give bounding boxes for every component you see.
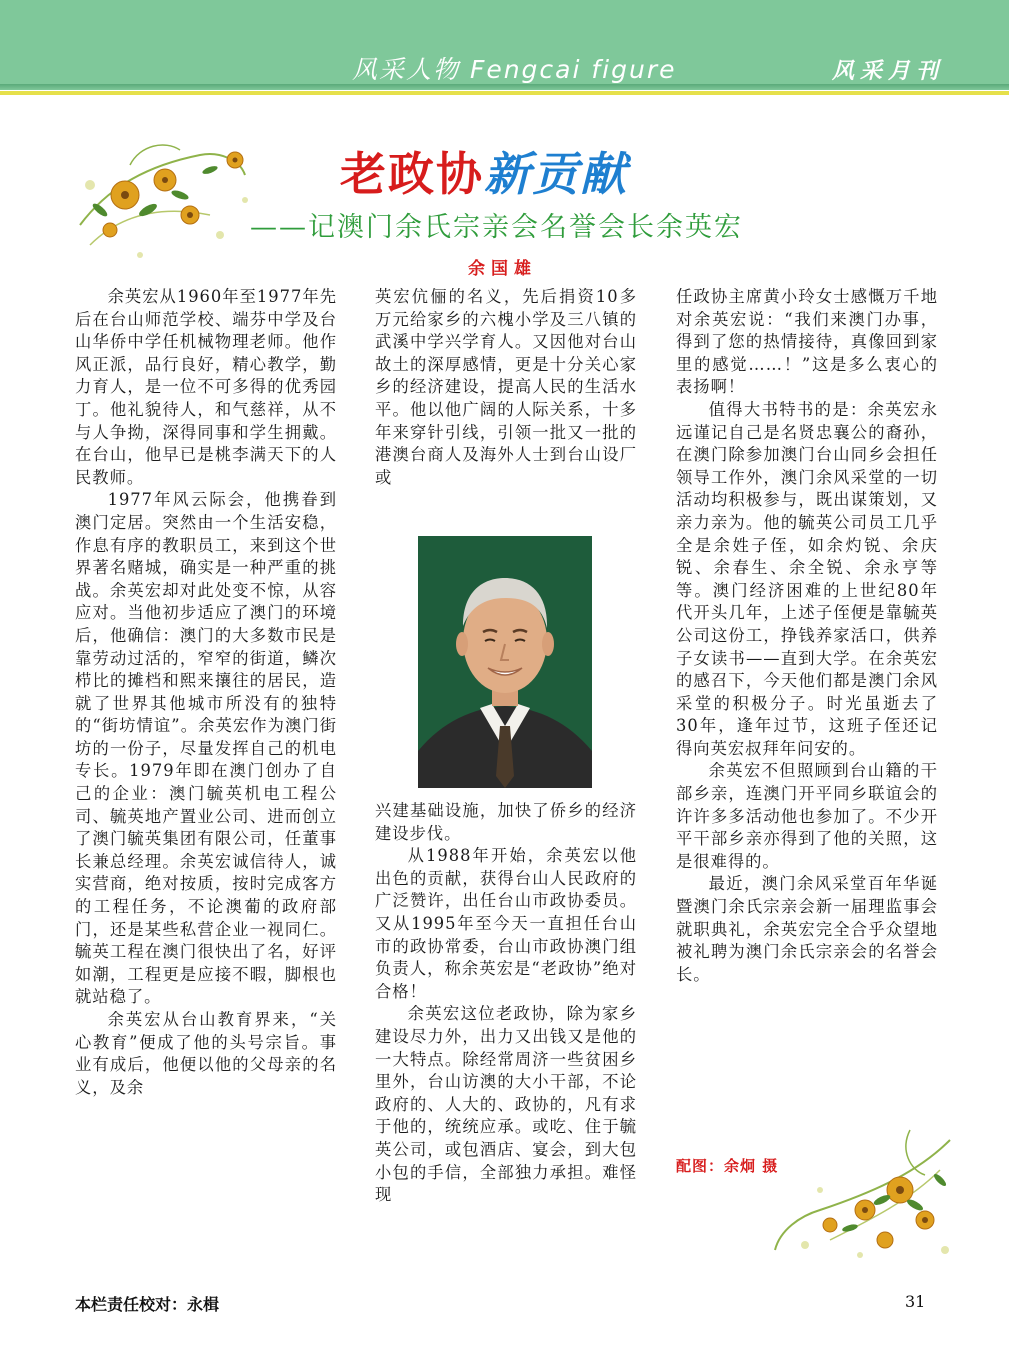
photo-caption: 配图：余炯 摄 [676, 1157, 779, 1175]
page-number: 31 [905, 1292, 926, 1311]
paragraph: 英宏伉俪的名义，先后捐资10多万元给家乡的六槐小学及三八镇的武溪中学兴学育人。又因他对台山故土的深厚感情，更是十分关心家乡的经济建设，提高人民的生活水平。他以他广阔的人际关系，十多年来穿针引线，引领一批又一批的港澳台商人及海外人士到台山设厂或 [375, 287, 637, 487]
paragraph: 从1988年开始，余英宏以他出色的贡献，获得台山人民政府的广泛赞许，出任台山市政协委员。又从1995年至今天一直担任台山市的政协常委，台山市政协澳门组负责人，称余英宏是“老政协”绝对合格！ [375, 846, 637, 1001]
magazine-name: 风采月刊 [832, 59, 945, 84]
text-column-2-top [375, 286, 637, 489]
article-author: 余国雄 [468, 259, 537, 279]
paragraph: 余英宏从1960年至1977年先后在台山师范学校、端芬中学及台山华侨中学任机械物理老师。他作风正派，品行良好，精心教学，勤力育人，是一位不可多得的优秀园丁。他礼貌待人，和气慈祥，从不与人争拗，深得同事和学生拥戴。在台山，他早已是桃李满天下的人民教师。 [75, 287, 337, 487]
article-subtitle: ——记澳门余氏宗亲会名誉会长余英宏 [250, 212, 743, 243]
paragraph: 余英宏从台山教育界来，“关心教育”便成了他的头号宗旨。事业有成后，他便以他的父母亲的名义，及余 [75, 1010, 337, 1097]
paragraph: 1977年风云际会，他携眷到澳门定居。突然由一个生活安稳，作息有序的教职员工，来到这个世界著名赌城，确实是一种严重的挑战。余英宏却对此处变不惊，从容应对。当他初步适应了澳门的环境后，他确信：澳门的大多数市民是靠劳动过活的，窄窄的街道，鳞次栉比的摊档和熙来攘往的居民，造就了世界其他城市所没有的独特的“街坊情谊”。余英宏作为澳门街坊的一份子，尽量发挥自己的机电专长。1979年即在澳门创办了自己的企业：澳门毓英机电工程公司、毓英地产置业公司、进而创立了澳门毓英集团有限公司，任董事长兼总经理。余英宏诚信待人，诚实营商，绝对按质，按时完成客方的工程任务，不论澳葡的政府部门，还是某些私营企业一视同仁。毓英工程在澳门很快出了名，好评如潮，工程更是应接不暇，脚根也就站稳了。 [75, 490, 337, 1007]
portrait-illustration [418, 536, 592, 788]
floral-decoration-bottom-right [760, 1110, 960, 1270]
footer-proofreader: 本栏责任校对：永楫 [75, 1295, 220, 1314]
paragraph: 最近，澳门余风采堂百年华诞暨澳门余氏宗亲会新一届理监事会就职典礼，余英宏完全合乎众望地被礼聘为澳门余氏宗亲会的名誉会长。 [676, 874, 938, 984]
section-label: 风采人物 Fengcai figure [352, 55, 677, 84]
header-accent-line [0, 91, 1009, 95]
portrait-photo [418, 536, 592, 788]
floral-decoration-top-left [70, 125, 260, 275]
title-part-old-cppcc: 老政协 [340, 147, 484, 201]
text-column-2-bottom [375, 800, 637, 1207]
paragraph: 兴建基础设施，加快了侨乡的经济建设步伐。 [375, 801, 637, 843]
text-column-1 [75, 286, 337, 1099]
text-column-3 [676, 286, 938, 986]
paragraph: 余英宏不但照顾到台山籍的干部乡亲，连澳门开平同乡联谊会的许许多多活动他也参加了。不少开平干部乡亲亦得到了他的关照，这是很难得的。 [676, 761, 938, 871]
paragraph: 任政协主席黄小玲女士感慨万千地对余英宏说：“我们来澳门办事，得到了您的热情接待，真像回到家里的感觉……！”这是多么衷心的表扬啊！ [676, 287, 938, 397]
title-part-new-contribution: 新贡献 [484, 147, 628, 201]
paragraph: 值得大书特书的是：余英宏永远谨记自己是名贤忠襄公的裔孙，在澳门除参加澳门台山同乡会担任领导工作外，澳门余风采堂的一切活动均积极参与，既出谋策划，又亲力亲为。他的毓英公司员工几乎全是余姓子侄，如余灼锐、余庆锐、余春生、余全锐、余永亨等等。澳门经济困难的上世纪80年代开头几年，上述子侄便是靠毓英公司这份工，挣钱养家活口，供养子女读书——直到大学。在余英宏的感召下，今天他们都是澳门余风采堂的积极分子。时光虽逝去了30年，逢年过节，这班子侄还记得向英宏叔拜年问安的。 [676, 399, 938, 758]
paragraph: 余英宏这位老政协，除为家乡建设尽力外，出力又出钱又是他的一大特点。除经常周济一些贫困乡里外，台山访澳的大小干部，不论政府的、人大的、政协的，凡有求于他的，统统应承。或吃、住于毓英公司，或包酒店、宴会，到大包小包的手信，全部独力承担。难怪现 [375, 1004, 637, 1205]
article-title [340, 138, 628, 204]
